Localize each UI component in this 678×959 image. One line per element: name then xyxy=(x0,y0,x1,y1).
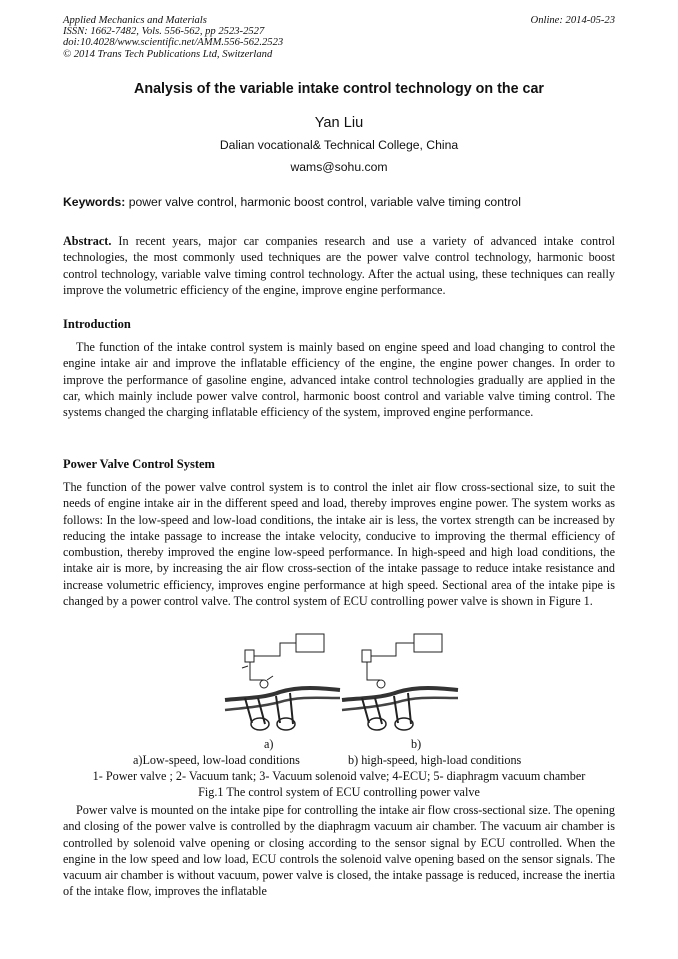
ecu-box-a xyxy=(296,634,324,652)
doi-line: doi:10.4028/www.scientific.net/AMM.556-562.2523 xyxy=(63,37,284,49)
caption-b: b) high-speed, high-load conditions xyxy=(348,753,522,767)
paper-title: Analysis of the variable intake control technology on the car xyxy=(134,81,544,97)
author-affiliation: Dalian vocational& Technical College, China xyxy=(219,138,459,152)
figure-legend: 1- Power valve ; 2- Vacuum tank; 3- Vacuum solenoid valve; 4-ECU; 5- diaphragm vacuum chamber xyxy=(92,769,586,783)
author-name: Yan Liu xyxy=(314,115,364,131)
keywords-text: power valve control, harmonic boost control, variable valve timing control xyxy=(125,195,521,209)
power-valve-paragraph: The function of the power valve control system is to control the inlet air flow cross-sectional size, to suit the needs of engine intake air in the different speed and load, thereby improves engine power. The system works as follows: In the low-speed and low-load conditions, the intake air is less, the vortex strength can be increased by reducing the intake passage to increase the intake velocity, conducive to improving the thermal efficiency of combustion, thereby improved the engine low-speed performance. In high-speed and high load conditions, the intake air is more, by increasing the air flow cross-section of the intake passage to reduce intake resistance and increase volumetric efficiency, improves engine performance at high speed. Sectional area of the intake pipe is changed by a power control valve. The control system of ECU controlling power valve is shown in Figure 1. xyxy=(63,480,615,609)
vacuum-tank-b xyxy=(362,650,371,662)
figure-caption: Fig.1 The control system of ECU controlling power valve xyxy=(198,785,480,799)
abstract-text: In recent years, major car companies research and use a variety of advanced intake control technologies, the most commonly used techniques are the power valve control technology, harmonic boost control technology, variable valve timing control technology. After the actual using, these techniques can really improve the volumetric efficiency of the engine, improve engine performance. xyxy=(63,234,615,297)
vacuum-tank-a xyxy=(245,650,254,662)
introduction-paragraph: The function of the intake control system is mainly based on engine speed and load changing to control the engine intake air and improve the inflatable efficiency of the engine, the engine power changes. In order to improve the performance of gasoline engine, advanced intake control technologies gradually are applied in the car, which mainly include power valve control, harmonic boost control and variable valve timing control. The systems changed the charging inflatable efficiency of the system, improved engine performance. xyxy=(63,340,615,420)
copyright-line: © 2014 Trans Tech Publications Ltd, Switzerland xyxy=(63,48,273,60)
ecu-box-b xyxy=(414,634,442,652)
journal-header xyxy=(63,15,615,60)
issn-line: ISSN: 1662-7482, Vols. 556-562, pp 2523-2527 xyxy=(63,26,265,38)
keywords-line xyxy=(63,195,615,209)
abstract-paragraph xyxy=(63,233,615,298)
power-valve-figure xyxy=(220,628,460,736)
abstract-label: Abstract. xyxy=(63,234,112,248)
figure-label-b: b) xyxy=(411,737,422,751)
post-figure-paragraph: Power valve is mounted on the intake pipe for controlling the intake air flow cross-sectional size. The opening and closing of the power valve is controlled by the diaphragm vacuum air chamber. The vacuum air chamber is controlled by solenoid valve opening or closing according to the sensor signal by ECU controlled. When the engine in the low speed and low load, ECU controls the solenoid valve opening based on the sensor signals. The vacuum air chamber is without vacuum, power valve is closed, the intake passage is reduced, increase the inertia of the intake flow, improves the inflatable xyxy=(63,803,615,899)
figure-a-diagram xyxy=(225,634,340,730)
introduction-heading: Introduction xyxy=(63,317,131,331)
journal-name: Applied Mechanics and Materials xyxy=(63,15,207,26)
online-date: Online: 2014-05-23 xyxy=(530,15,615,26)
figure-b-diagram xyxy=(342,634,458,730)
figure-label-a: a) xyxy=(264,737,274,751)
power-valve-heading: Power Valve Control System xyxy=(63,457,215,471)
author-email: wams@sohu.com xyxy=(290,160,388,174)
keywords-label: Keywords: xyxy=(63,195,126,209)
caption-a: a)Low-speed, low-load conditions xyxy=(133,753,300,767)
